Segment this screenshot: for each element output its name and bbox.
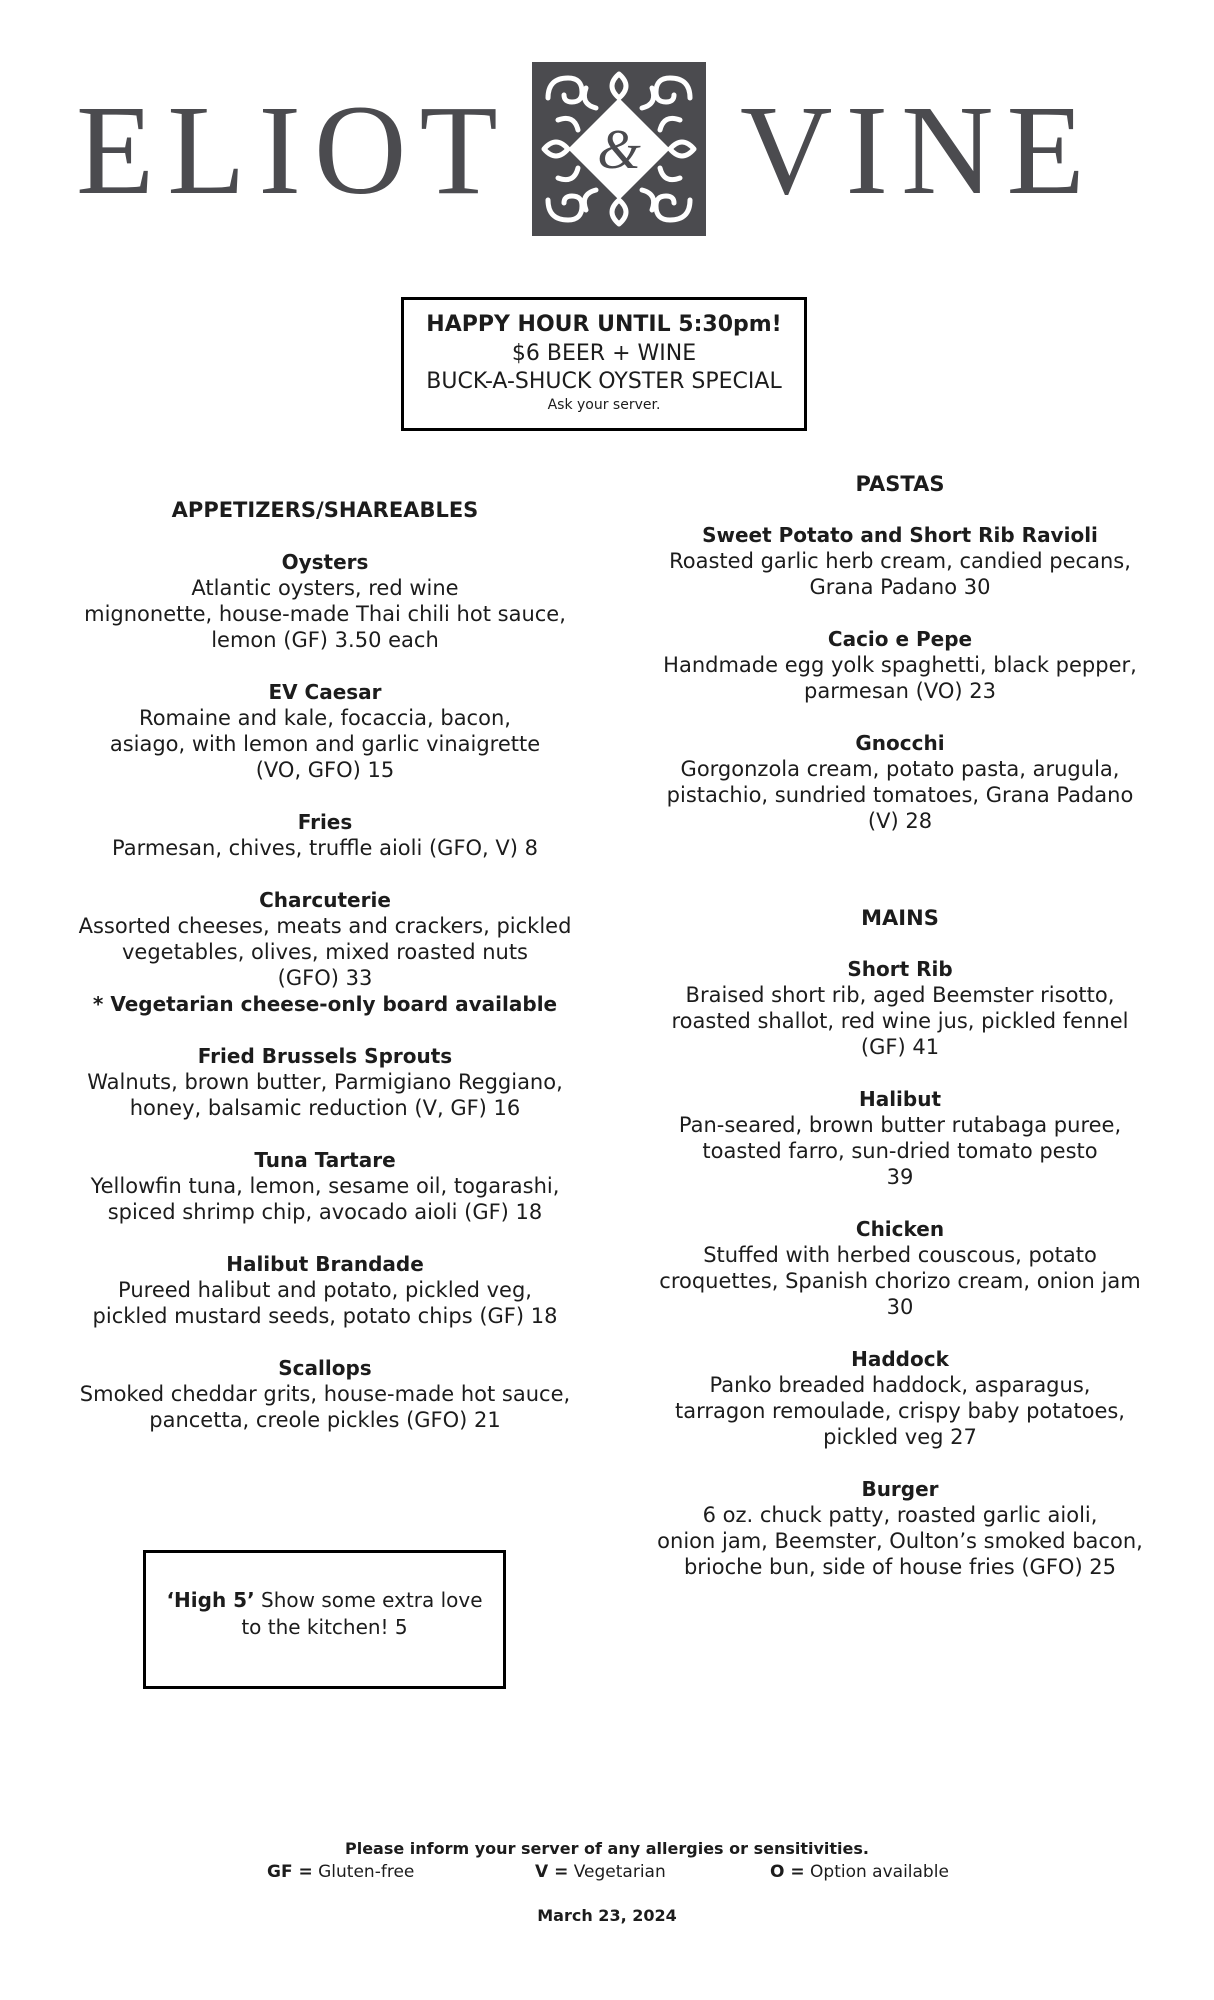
section-title-appetizers: APPETIZERS/SHAREABLES [171, 498, 479, 522]
logo-word-eliot: ELIOT [76, 79, 511, 221]
item-name: Burger [861, 1477, 939, 1501]
item-description: Gorgonzola cream, potato pasta, arugula, pistachio, sundried tomatoes, Grana Padano (V) 28 [666, 757, 1134, 833]
item-name: Scallops [278, 1356, 372, 1380]
high-five-text: Show some extra love [254, 1588, 483, 1612]
item-name: Oysters [281, 550, 369, 574]
menu-item [60, 887, 590, 1017]
mains-section [640, 904, 1160, 1580]
menu-item [60, 1043, 590, 1121]
legend-option-available [770, 1861, 949, 1883]
item-name: Halibut [858, 1087, 942, 1111]
high-five-line-1 [146, 1587, 503, 1614]
item-description: Parmesan, chives, truffle aioli (GFO, V) 8 [111, 836, 539, 860]
legend-key: V = [535, 1862, 569, 1882]
emblem-ampersand: & [597, 119, 641, 181]
ampersand-emblem-icon [528, 58, 710, 240]
item-description: Assorted cheeses, meats and crackers, pickled vegetables, olives, mixed roasted nuts (GFO) 33 [78, 914, 572, 990]
item-name: Gnocchi [855, 731, 945, 755]
allergy-notice: Please inform your server of any allergies or sensitivities. [344, 1839, 869, 1858]
item-note: * Vegetarian cheese-only board available [92, 992, 558, 1016]
item-description: Handmade egg yolk spaghetti, black pepper, parmesan (VO) 23 [663, 653, 1137, 703]
item-name: Charcuterie [259, 888, 391, 912]
section-title-mains: MAINS [861, 906, 939, 930]
logo [0, 55, 1214, 245]
item-description: Pan-seared, brown butter rutabaga puree, toasted farro, sun-dried tomato pesto 39 [678, 1113, 1122, 1189]
item-description: Braised short rib, aged Beemster risotto, roasted shallot, red wine jus, pickled fennel (GF) 41 [671, 983, 1129, 1059]
menu-item [640, 1476, 1160, 1580]
section-title-pastas: PASTAS [855, 472, 945, 496]
happy-hour-oyster-special: BUCK-A-SHUCK OYSTER SPECIAL [426, 369, 782, 394]
menu-item [60, 809, 590, 861]
item-name: EV Caesar [268, 680, 382, 704]
menu-item [640, 522, 1160, 600]
item-name: Sweet Potato and Short Rib Ravioli [702, 523, 1098, 547]
pastas-section [640, 470, 1160, 834]
item-description: Roasted garlic herb cream, candied pecans, Grana Padano 30 [669, 549, 1131, 599]
legend-value: Vegetarian [568, 1862, 666, 1882]
appetizers-section [60, 496, 590, 1459]
menu-item [60, 679, 590, 783]
menu-item [640, 1346, 1160, 1450]
legend-value: Gluten-free [312, 1862, 415, 1882]
menu-item [60, 1355, 590, 1433]
item-description: Yellowfin tuna, lemon, sesame oil, togarashi, spiced shrimp chip, avocado aioli (GF) 18 [90, 1174, 560, 1224]
legend-value: Option available [804, 1862, 949, 1882]
menu-item [640, 1216, 1160, 1320]
item-description: Romaine and kale, focaccia, bacon, asiago, with lemon and garlic vinaigrette (VO, GFO) 15 [109, 706, 541, 782]
item-description: Smoked cheddar grits, house-made hot sauce, pancetta, creole pickles (GFO) 21 [79, 1382, 571, 1432]
section-spacer [640, 860, 1160, 904]
right-column [640, 470, 1160, 1606]
happy-hour-beer-wine: $6 BEER + WINE [511, 341, 697, 366]
item-name: Tuna Tartare [254, 1148, 396, 1172]
high-five-box [143, 1550, 506, 1689]
menu-item [60, 549, 590, 653]
happy-hour-box [401, 297, 807, 431]
happy-hour-note: Ask your server. [547, 397, 661, 413]
legend-key: O = [770, 1862, 805, 1882]
item-description: Panko breaded haddock, asparagus, tarragon remoulade, crispy baby potatoes, pickled veg 27 [675, 1373, 1125, 1449]
legend-gluten-free [267, 1861, 414, 1883]
item-name: Short Rib [847, 957, 953, 981]
item-description: Walnuts, brown butter, Parmigiano Reggiano, honey, balsamic reduction (V, GF) 16 [87, 1070, 563, 1120]
item-name: Fries [297, 810, 353, 834]
happy-hour-title: HAPPY HOUR UNTIL 5:30pm! [426, 312, 782, 337]
item-description: Pureed halibut and potato, pickled veg, pickled mustard seeds, potato chips (GF) 18 [92, 1278, 558, 1328]
item-description: Stuffed with herbed couscous, potato croquettes, Spanish chorizo cream, onion jam 30 [659, 1243, 1141, 1319]
item-name: Cacio e Pepe [827, 627, 973, 651]
menu-item [60, 1147, 590, 1225]
menu-item [640, 1086, 1160, 1190]
item-description: 6 oz. chuck patty, roasted garlic aioli, onion jam, Beemster, Oulton’s smoked bacon, brioche bun, side of house fries (GFO) 25 [657, 1503, 1143, 1579]
item-name: Halibut Brandade [226, 1252, 424, 1276]
high-five-line-2: to the kitchen! 5 [241, 1615, 408, 1639]
logo-word-vine: VINE [740, 79, 1098, 221]
legend-vegetarian [535, 1861, 666, 1883]
item-name: Fried Brussels Sprouts [197, 1044, 453, 1068]
high-five-title: ‘High 5’ [166, 1588, 255, 1612]
menu-item [640, 730, 1160, 834]
menu-item [640, 956, 1160, 1060]
menu-date: March 23, 2024 [537, 1906, 677, 1925]
legend-key: GF = [267, 1862, 313, 1882]
menu-item [640, 626, 1160, 704]
item-name: Chicken [855, 1217, 945, 1241]
item-name: Haddock [851, 1347, 949, 1371]
item-description: Atlantic oysters, red wine mignonette, house-made Thai chili hot sauce, lemon (GF) 3.50 each [84, 576, 566, 652]
menu-item [60, 1251, 590, 1329]
